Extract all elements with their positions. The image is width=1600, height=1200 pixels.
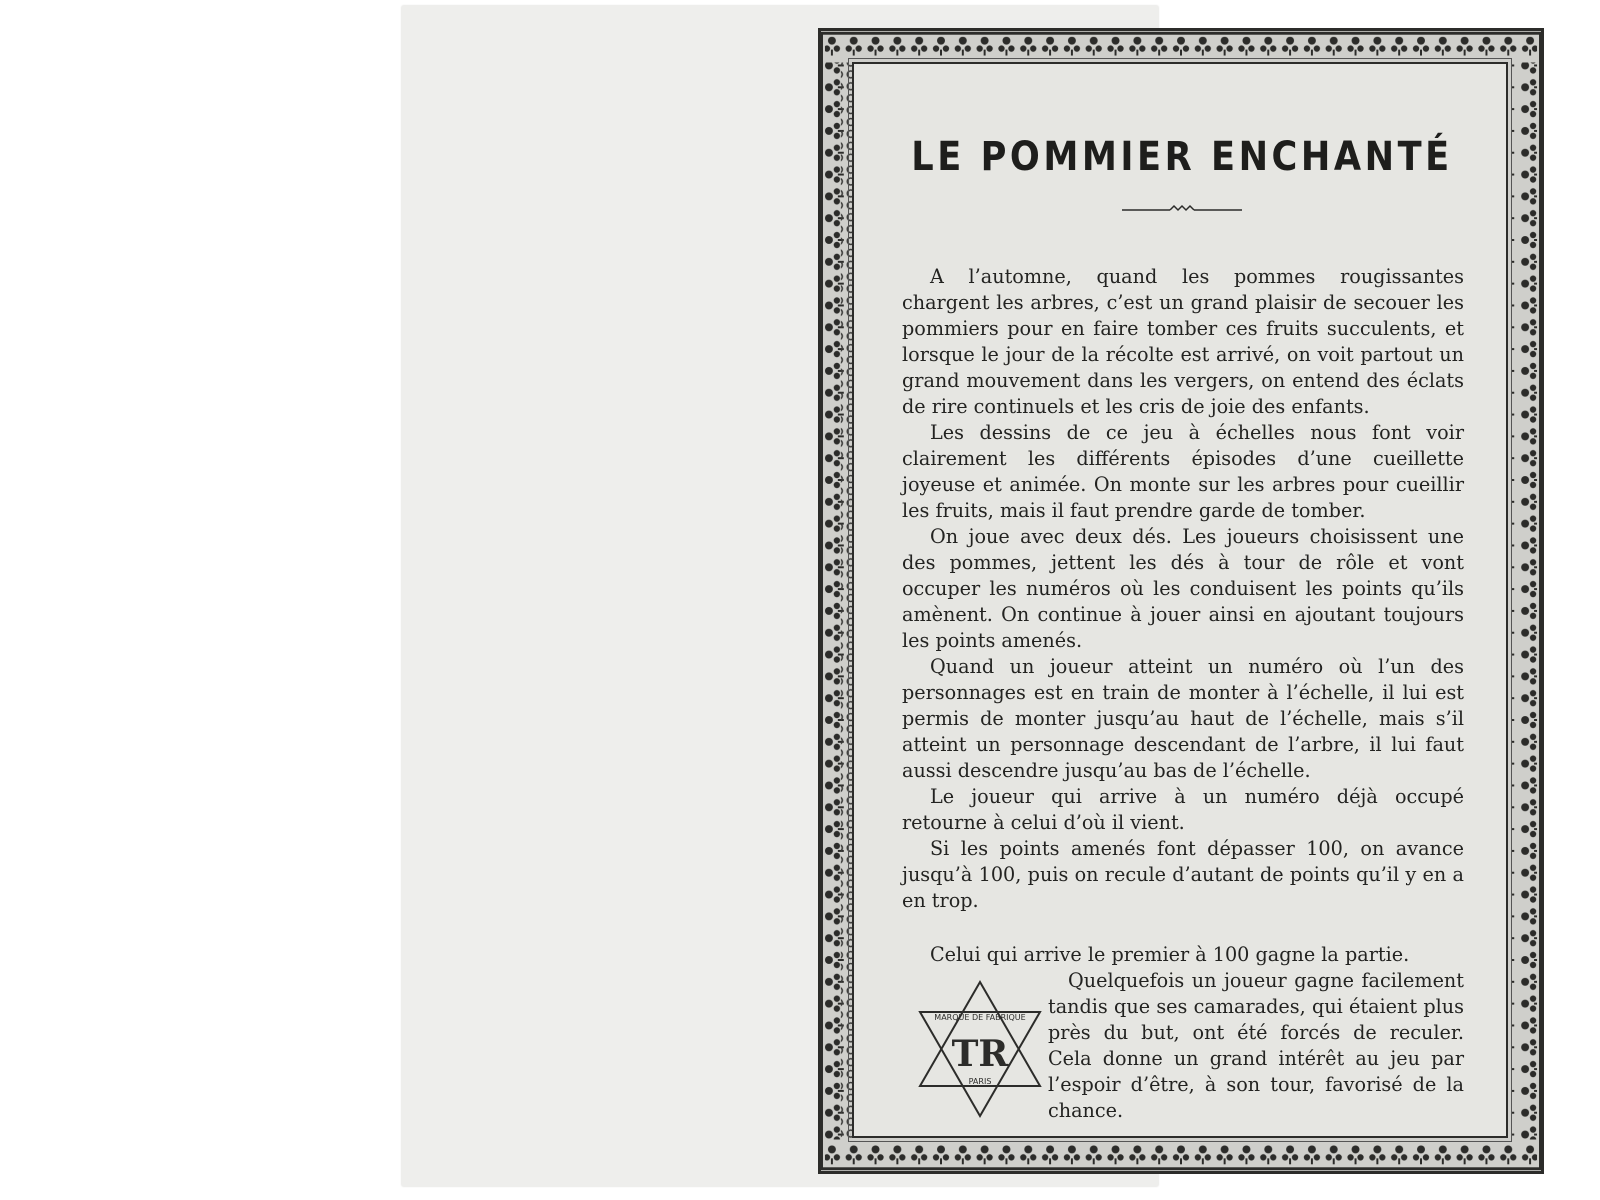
paragraph-drawings: Les dessins de ce jeu à échelles nous font voir clairement les différents épisodes d’une cueillette joyeuse et animée. On monte sur les arbres pour cueillir les fruits, mais il faut prendre garde de tomber. [902,421,1464,522]
paragraph-ladders: Quand un joueur atteint un numéro où l’un des personnages est en train de monter à l’échelle, il lui est permis de monter jusqu’au haut de l’échelle, mais s’il atteint un personnage descendant de l’arbre, il lui faut aussi descendre jusqu’au bas de l’échelle. [902,655,1464,782]
trademark-logo [910,974,1050,1124]
rules-text [902,264,1464,914]
paragraph-dice: On joue avec deux dés. Les joueurs choisissent une des pommes, jettent les dés à tour de rôle et vont occuper les numéros où les conduisent les points qu’ils amènent. On continue à jouer ainsi en ajoutant toujours les points amenés. [902,525,1464,652]
rules-card [818,28,1544,1174]
star-of-david-trademark [910,974,1050,1124]
page-title: LE POMMIER ENCHANTÉ [911,134,1453,180]
trademark-bottom-text: PARIS [968,1077,992,1086]
paragraph-occupied: Le joueur qui arrive à un numéro déjà occupé retourne à celui d’où il vient. [902,785,1464,834]
trademark-top-text: MARQUE DE FABRIQUE [934,1013,1026,1022]
paragraph-overshoot: Si les points amenés font dépasser 100, on avance jusqu’à 100, puis on recule d’autant de points qu’il y en a en trop. [902,837,1464,912]
paragraph-winner: Celui qui arrive le premier à 100 gagne la partie. [930,943,1410,966]
paragraph-chance: Quelquefois un joueur gagne facilement tandis que ses camarades, qui étaient plus près du but, ont été forcés de reculer. Cela donne un grand intérêt au jeu par l’espoir d’être, à son tour, favorisé de la chance. [1048,969,1464,1122]
title-divider-ornament [1122,202,1242,216]
trademark-monogram: TR [951,1033,1009,1075]
paragraph-intro: A l’automne, quand les pommes rougissantes chargent les arbres, c’est un grand plaisir de secouer les pommiers pour en faire tomber ces fruits succulents, et lorsque le jour de la récolte est arrivé, on voit partout un grand mouvement dans les vergers, on entend des éclats de rire continuels et les cris de joie des enfants. [902,265,1464,418]
text-panel [852,62,1508,1138]
scanned-page [402,6,1464,1186]
